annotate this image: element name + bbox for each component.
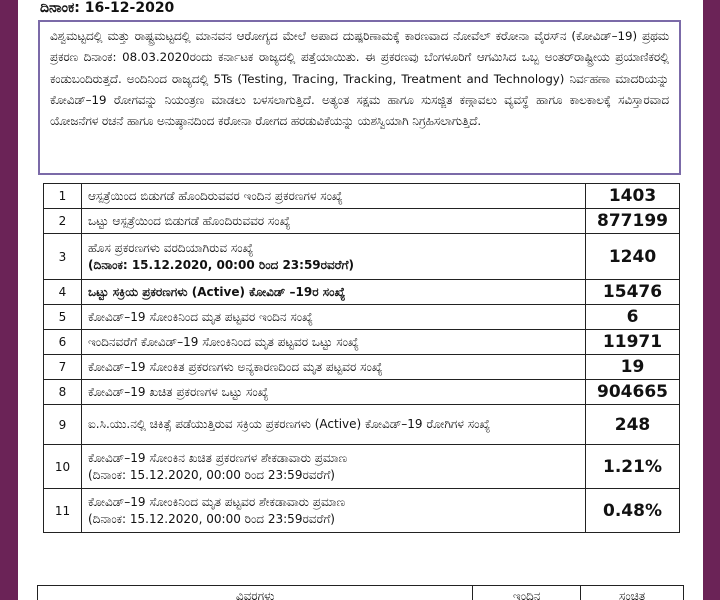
- row-number: 2: [44, 209, 82, 234]
- row-description-cell: [82, 234, 586, 280]
- row-description-cell: [82, 380, 586, 405]
- row-number: 7: [44, 355, 82, 380]
- bulletin-date: ದಿನಾಂಕ: 16-12-2020: [40, 0, 175, 16]
- row-description: ಕೋವಿಡ್–19 ಸೋಂಕಿತ ಪ್ರಕರಣಗಳು ಅನ್ಯಕಾರಣದಿಂದ ಮೃತ ಪಟ್ಟವರ ಸಂಖ್ಯೆ: [88, 359, 383, 374]
- row-number: 1: [44, 184, 82, 209]
- stats-row: [44, 445, 680, 489]
- stats-row: [44, 330, 680, 355]
- row-description: ಕೋವಿಡ್–19 ಖಚಿತ ಪ್ರಕರಣಗಳ ಒಟ್ಟು ಸಂಖ್ಯೆ: [88, 384, 269, 399]
- row-description: ಇಂದಿನವರೆಗೆ ಕೋವಿಡ್–19 ಸೋಂಕಿನಿಂದ ಮೃತ ಪಟ್ಟವರ ಒಟ್ಟು ಸಂಖ್ಯೆ: [88, 334, 359, 349]
- row-value: 1403: [586, 184, 680, 209]
- row-number: 11: [44, 489, 82, 533]
- stats-row: [44, 184, 680, 209]
- stats-table-body: [44, 184, 680, 533]
- row-value: 15476: [586, 280, 680, 305]
- row-number: 10: [44, 445, 82, 489]
- covid-stats-table: [43, 183, 680, 533]
- stats-row: [44, 280, 680, 305]
- row-date-range: (ದಿನಾಂಕ: 15.12.2020, 00:00 ರಿಂದ 23:59ರವರೆಗೆ): [88, 511, 335, 526]
- stats-row: [44, 234, 680, 280]
- row-description: ಹೊಸ ಪ್ರಕರಣಗಳು ವರದಿಯಾಗಿರುವ ಸಂಖ್ಯೆ: [88, 240, 254, 255]
- row-description: ಒಟ್ಟು ಸಕ್ರಿಯ ಪ್ರಕರಣಗಳು (Active) ಕೋವಿಡ್ –19ರ ಸಂಖ್ಯೆ: [88, 284, 346, 299]
- details-header-description: ವಿವರಗಳು: [38, 586, 473, 600]
- row-value: 6: [586, 305, 680, 330]
- row-value: 19: [586, 355, 680, 380]
- intro-paragraph: ವಿಶ್ವಮಟ್ಟದಲ್ಲಿ ಮತ್ತು ರಾಷ್ಟ್ರಮಟ್ಟದಲ್ಲಿ ಮಾನವನ ಆರೋಗ್ಯದ ಮೇಲೆ ಅಪಾದ ದುಷ್ಪರಿಣಾಮಕ್ಕೆ ಕಾರಣವಾದ ನೋವೆಲ್ ಕರೋನಾ ವೈರಸ್‌ನ (ಕೋವಿಡ್–19) ಪ್ರಥಮ ಪ್ರಕರಣ ದಿನಾಂಕ: 08.03.2020ರಂದು ಕರ್ನಾಟಕ ರಾಜ್ಯದಲ್ಲಿ ಪತ್ತೆಯಾಯಿತು. ಈ ಪ್ರಕರಣವು ಬೆಂಗಳೂರಿಗೆ ಆಗಮಿಸಿದ ಒಬ್ಬ ಅಂತರ್‌ರಾಷ್ಟ್ರೀಯ ಪ್ರಯಾಣಿಕರಲ್ಲಿ ಕಂಡುಬಂದಿರುತ್ತದೆ. ಅಂದಿನಿಂದ ರಾಜ್ಯದಲ್ಲಿ 5Ts (Testing, Tracing, Tracking, Treatment and Technology) ನಿರ್ವಹಣಾ ಮಾದರಿಯನ್ನು ಕೋವಿಡ್–19 ರೋಗವನ್ನು ನಿಯಂತ್ರಣ ಮಾಡಲು ಬಳಸಲಾಗುತ್ತಿದೆ. ಅತ್ಯಂತ ಸಕ್ಷಮ ಹಾಗೂ ಸುಸಜ್ಜಿತ ಕಣ್ಗಾವಲು ವ್ಯವಸ್ಥೆ ಹಾಗೂ ಕಾಲಕಾಲಕ್ಕೆ ಸವಿಸ್ತಾರವಾದ ಯೋಜನೆಗಳ ರಚನೆ ಹಾಗೂ ಅನುಷ್ಠಾನದಿಂದ ಕರೋನಾ ರೋಗದ ಹರಡುವಿಕೆಯನ್ನು ಯಶಸ್ವಿಯಾಗಿ ನಿಗ್ರಹಿಸಲಾಗುತ್ತಿದೆ.: [50, 29, 669, 129]
- row-description-cell: [82, 355, 586, 380]
- row-description-cell: [82, 489, 586, 533]
- row-description: ಒಟ್ಟು ಆಸ್ಪತ್ರೆಯಿಂದ ಬಿಡುಗಡೆ ಹೊಂದಿರುವವರ ಸಂಖ್ಯೆ: [88, 213, 291, 228]
- intro-box: [38, 20, 681, 175]
- row-value: 877199: [586, 209, 680, 234]
- row-date-range: (ದಿನಾಂಕ: 15.12.2020, 00:00 ರಿಂದ 23:59ರವರೆಗೆ): [88, 257, 354, 272]
- row-description: ಕೋವಿಡ್–19 ಸೋಂಕಿನಿಂದ ಮೃತ ಪಟ್ಟವರ ಇಂದಿನ ಸಂಖ್ಯೆ: [88, 309, 313, 324]
- stats-row: [44, 405, 680, 445]
- row-number: 6: [44, 330, 82, 355]
- row-value: 11971: [586, 330, 680, 355]
- stats-row: [44, 380, 680, 405]
- row-date-range: (ದಿನಾಂಕ: 15.12.2020, 00:00 ರಿಂದ 23:59ರವರೆಗೆ): [88, 467, 335, 482]
- row-description-cell: [82, 184, 586, 209]
- row-number: 4: [44, 280, 82, 305]
- row-value: 248: [586, 405, 680, 445]
- row-description-cell: [82, 209, 586, 234]
- row-number: 8: [44, 380, 82, 405]
- row-description: ಆಸ್ಪತ್ರೆಯಿಂದ ಬಿಡುಗಡೆ ಹೊಂದಿರುವವರ ಇಂದಿನ ಪ್ರಕರಣಗಳ ಸಂಖ್ಯೆ: [88, 188, 343, 203]
- row-value: 0.48%: [586, 489, 680, 533]
- left-frame-border: [0, 0, 18, 600]
- row-number: 9: [44, 405, 82, 445]
- row-description-cell: [82, 305, 586, 330]
- details-table: [37, 585, 684, 600]
- row-value: 904665: [586, 380, 680, 405]
- details-header-row: [38, 586, 684, 600]
- details-header-cumulative: ಸಂಚಿತ: [581, 586, 684, 600]
- row-description: ಕೋವಿಡ್–19 ಸೋಂಕಿನ ಖಚಿತ ಪ್ರಕರಣಗಳ ಶೇಕಡಾವಾರು ಪ್ರಮಾಣ: [88, 450, 348, 465]
- row-description-cell: [82, 280, 586, 305]
- stats-row: [44, 355, 680, 380]
- row-number: 5: [44, 305, 82, 330]
- row-description-cell: [82, 445, 586, 489]
- details-header-today: ಇಂದಿನ: [473, 586, 581, 600]
- row-description-cell: [82, 330, 586, 355]
- row-number: 3: [44, 234, 82, 280]
- stats-row: [44, 489, 680, 533]
- row-description-cell: [82, 405, 586, 445]
- stats-row: [44, 305, 680, 330]
- row-value: 1.21%: [586, 445, 680, 489]
- row-description: ಐ.ಸಿ.ಯು.ನಲ್ಲಿ ಚಿಕಿತ್ಸೆ ಪಡೆಯುತ್ತಿರುವ ಸಕ್ರಿಯ ಪ್ರಕರಣಗಳು (Active) ಕೋವಿಡ್–19 ರೋಗಿಗಳ ಸಂಖ್ಯೆ: [88, 417, 491, 431]
- right-frame-border: [703, 0, 720, 600]
- row-description: ಕೋವಿಡ್–19 ಸೋಂಕಿನಿಂದ ಮೃತ ಪಟ್ಟವರ ಶೇಕಡಾವಾರು ಪ್ರಮಾಣ: [88, 494, 346, 509]
- stats-row: [44, 209, 680, 234]
- row-value: 1240: [586, 234, 680, 280]
